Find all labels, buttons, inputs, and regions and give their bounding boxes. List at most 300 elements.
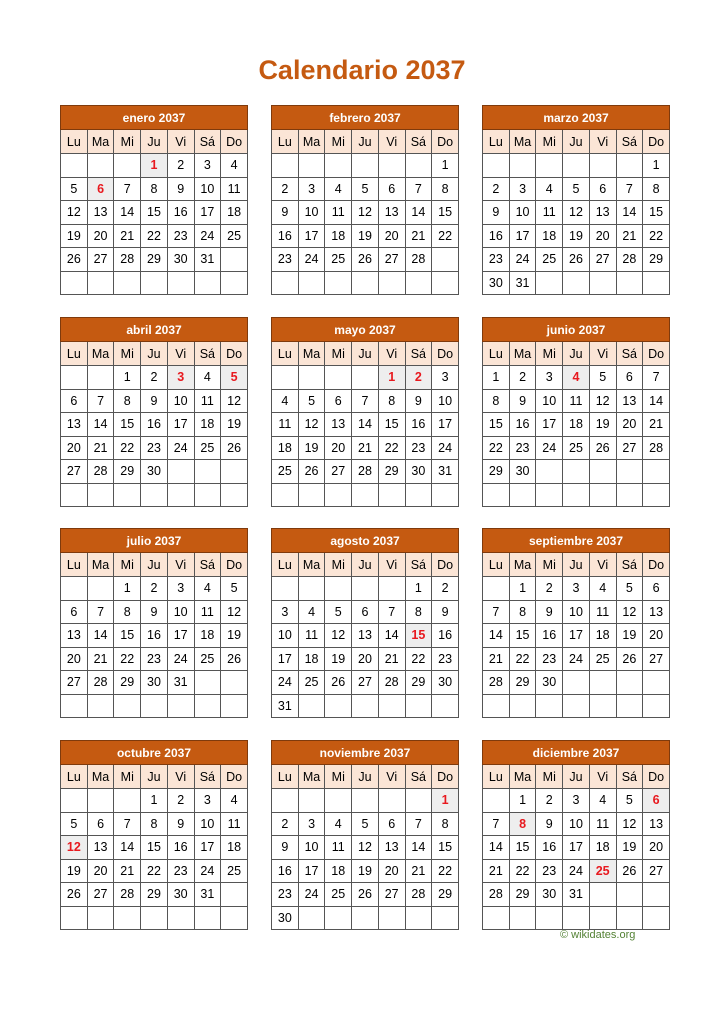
weekday-header: Lu — [61, 130, 88, 154]
footer-credit: © wikidates.org — [560, 929, 636, 941]
day-cell: 13 — [61, 413, 88, 437]
weekday-header: Ju — [352, 130, 379, 154]
weekday-header: Ju — [141, 342, 168, 366]
day-cell: 18 — [298, 647, 325, 671]
empty-day-cell — [536, 906, 563, 930]
week-row — [272, 859, 459, 883]
day-cell: 31 — [563, 883, 590, 907]
empty-day-cell — [272, 483, 299, 507]
day-cell: 27 — [61, 460, 88, 484]
month-calendar — [60, 317, 248, 507]
weekday-header: Lu — [61, 553, 88, 577]
day-cell: 10 — [298, 201, 325, 225]
day-cell: 19 — [325, 647, 352, 671]
weekday-header: Ma — [298, 765, 325, 789]
week-row — [272, 389, 459, 413]
empty-day-cell — [167, 460, 194, 484]
week-row — [483, 483, 670, 507]
day-cell: 5 — [616, 789, 643, 813]
empty-day-cell — [167, 483, 194, 507]
empty-day-cell — [325, 483, 352, 507]
weekday-header: Vi — [589, 342, 616, 366]
week-row — [61, 413, 248, 437]
month-header: abril 2037 — [61, 318, 248, 342]
empty-day-cell — [325, 154, 352, 178]
weekday-header: Ju — [352, 765, 379, 789]
day-cell: 17 — [563, 836, 590, 860]
weekday-header: Do — [643, 553, 670, 577]
empty-day-cell — [509, 694, 536, 718]
day-cell: 18 — [221, 201, 248, 225]
empty-day-cell — [405, 694, 432, 718]
weekday-header: Vi — [589, 130, 616, 154]
day-cell: 3 — [536, 366, 563, 390]
day-cell: 15 — [141, 201, 168, 225]
empty-day-cell — [563, 460, 590, 484]
weekday-header: Ju — [352, 553, 379, 577]
day-cell: 28 — [114, 883, 141, 907]
weekday-header: Vi — [167, 130, 194, 154]
week-row — [483, 624, 670, 648]
week-row — [61, 906, 248, 930]
week-row — [483, 271, 670, 295]
empty-day-cell — [405, 483, 432, 507]
day-cell: 5 — [589, 366, 616, 390]
empty-day-cell — [298, 789, 325, 813]
day-cell: 8 — [432, 177, 459, 201]
day-cell: 12 — [352, 201, 379, 225]
day-cell: 21 — [114, 859, 141, 883]
weekday-header: Vi — [378, 130, 405, 154]
day-cell: 23 — [405, 436, 432, 460]
day-cell: 23 — [272, 248, 299, 272]
weekday-header: Ma — [509, 765, 536, 789]
empty-day-cell — [616, 883, 643, 907]
day-cell: 10 — [563, 600, 590, 624]
empty-day-cell — [378, 577, 405, 601]
day-cell: 10 — [509, 201, 536, 225]
weekday-header: Lu — [272, 342, 299, 366]
day-cell: 8 — [141, 812, 168, 836]
month-table — [482, 740, 670, 930]
week-row — [61, 883, 248, 907]
empty-day-cell — [378, 789, 405, 813]
day-cell: 2 — [509, 366, 536, 390]
weekday-header: Vi — [378, 765, 405, 789]
empty-day-cell — [643, 883, 670, 907]
day-cell: 24 — [298, 248, 325, 272]
week-row — [61, 577, 248, 601]
weekday-header: Ju — [352, 342, 379, 366]
empty-day-cell — [563, 671, 590, 695]
day-cell: 4 — [589, 577, 616, 601]
week-row — [272, 671, 459, 695]
weekday-header: Sá — [616, 342, 643, 366]
day-cell: 23 — [272, 883, 299, 907]
day-cell: 27 — [589, 248, 616, 272]
day-cell: 8 — [483, 389, 510, 413]
day-cell: 9 — [509, 389, 536, 413]
weekday-header: Do — [432, 130, 459, 154]
day-cell: 3 — [298, 812, 325, 836]
day-cell: 18 — [536, 224, 563, 248]
day-cell: 2 — [141, 577, 168, 601]
day-cell: 20 — [87, 859, 114, 883]
weekday-header: Vi — [167, 553, 194, 577]
week-row — [483, 789, 670, 813]
empty-day-cell — [61, 366, 88, 390]
empty-day-cell — [483, 154, 510, 178]
empty-day-cell — [61, 789, 88, 813]
weekday-header: Mi — [536, 342, 563, 366]
weekday-header: Ju — [563, 342, 590, 366]
empty-day-cell — [643, 460, 670, 484]
day-cell: 23 — [167, 224, 194, 248]
weekday-header: Sá — [194, 130, 221, 154]
day-cell: 8 — [141, 177, 168, 201]
day-cell: 2 — [167, 154, 194, 178]
empty-day-cell — [589, 154, 616, 178]
day-cell: 28 — [405, 248, 432, 272]
week-row — [483, 671, 670, 695]
empty-day-cell — [483, 906, 510, 930]
week-row — [272, 177, 459, 201]
week-row — [61, 201, 248, 225]
day-cell: 28 — [483, 671, 510, 695]
weekday-header: Do — [643, 342, 670, 366]
weekday-header: Ju — [141, 765, 168, 789]
week-row — [483, 600, 670, 624]
day-cell: 19 — [616, 836, 643, 860]
empty-day-cell — [221, 883, 248, 907]
day-cell: 22 — [114, 647, 141, 671]
day-cell: 1 — [509, 789, 536, 813]
day-cell: 22 — [141, 224, 168, 248]
empty-day-cell — [325, 366, 352, 390]
weekday-header: Do — [643, 765, 670, 789]
day-cell: 2 — [272, 177, 299, 201]
day-cell: 20 — [61, 436, 88, 460]
weekday-header: Lu — [61, 765, 88, 789]
empty-day-cell — [352, 577, 379, 601]
day-cell: 10 — [298, 836, 325, 860]
empty-day-cell — [298, 906, 325, 930]
day-cell: 14 — [87, 624, 114, 648]
day-cell: 16 — [272, 224, 299, 248]
empty-day-cell — [589, 483, 616, 507]
day-cell: 9 — [167, 177, 194, 201]
day-cell: 14 — [405, 836, 432, 860]
week-row — [483, 201, 670, 225]
day-cell: 5 — [221, 577, 248, 601]
weekday-header: Lu — [483, 553, 510, 577]
week-row — [61, 271, 248, 295]
day-cell: 1 — [114, 577, 141, 601]
week-row — [61, 177, 248, 201]
empty-day-cell — [643, 694, 670, 718]
day-cell: 15 — [509, 836, 536, 860]
empty-day-cell — [352, 694, 379, 718]
day-cell: 7 — [616, 177, 643, 201]
day-cell: 17 — [509, 224, 536, 248]
day-cell: 10 — [536, 389, 563, 413]
day-cell: 23 — [483, 248, 510, 272]
day-cell: 13 — [616, 389, 643, 413]
empty-day-cell — [616, 906, 643, 930]
day-cell: 28 — [643, 436, 670, 460]
day-cell: 3 — [563, 577, 590, 601]
day-cell: 11 — [221, 177, 248, 201]
day-cell: 13 — [325, 413, 352, 437]
day-cell: 2 — [536, 789, 563, 813]
holiday-day-cell: 1 — [378, 366, 405, 390]
day-cell: 20 — [352, 647, 379, 671]
day-cell: 5 — [563, 177, 590, 201]
month-table — [482, 105, 670, 295]
week-row — [483, 647, 670, 671]
empty-day-cell — [194, 483, 221, 507]
weekday-header: Ma — [298, 130, 325, 154]
weekday-header: Mi — [325, 130, 352, 154]
month-calendar — [60, 105, 248, 295]
day-cell: 29 — [114, 460, 141, 484]
day-cell: 29 — [141, 248, 168, 272]
day-cell: 16 — [141, 624, 168, 648]
day-cell: 29 — [141, 883, 168, 907]
day-cell: 25 — [194, 647, 221, 671]
month-header: febrero 2037 — [272, 106, 459, 130]
month-calendar — [482, 105, 670, 295]
day-cell: 19 — [298, 436, 325, 460]
holiday-day-cell: 6 — [643, 789, 670, 813]
empty-day-cell — [589, 460, 616, 484]
week-row — [272, 789, 459, 813]
week-row — [483, 694, 670, 718]
empty-day-cell — [167, 694, 194, 718]
empty-day-cell — [221, 483, 248, 507]
empty-day-cell — [432, 271, 459, 295]
week-row — [61, 812, 248, 836]
empty-day-cell — [87, 906, 114, 930]
day-cell: 20 — [643, 624, 670, 648]
weekday-header: Mi — [114, 765, 141, 789]
day-cell: 23 — [141, 647, 168, 671]
day-cell: 7 — [87, 600, 114, 624]
empty-day-cell — [352, 366, 379, 390]
weekday-header: Ju — [563, 130, 590, 154]
empty-day-cell — [509, 154, 536, 178]
day-cell: 14 — [378, 624, 405, 648]
day-cell: 19 — [352, 224, 379, 248]
day-cell: 7 — [483, 600, 510, 624]
empty-day-cell — [61, 577, 88, 601]
day-cell: 22 — [405, 647, 432, 671]
day-cell: 20 — [589, 224, 616, 248]
empty-day-cell — [509, 483, 536, 507]
day-cell: 2 — [432, 577, 459, 601]
day-cell: 28 — [352, 460, 379, 484]
day-cell: 23 — [536, 647, 563, 671]
holiday-day-cell: 1 — [141, 154, 168, 178]
day-cell: 12 — [352, 836, 379, 860]
day-cell: 17 — [194, 201, 221, 225]
empty-day-cell — [616, 483, 643, 507]
empty-day-cell — [114, 789, 141, 813]
day-cell: 6 — [87, 812, 114, 836]
weekday-header: Do — [221, 553, 248, 577]
weekday-header: Lu — [483, 342, 510, 366]
day-cell: 11 — [272, 413, 299, 437]
day-cell: 13 — [378, 836, 405, 860]
weekday-header: Vi — [589, 553, 616, 577]
day-cell: 12 — [563, 201, 590, 225]
day-cell: 17 — [194, 836, 221, 860]
weekday-header: Lu — [483, 130, 510, 154]
day-cell: 20 — [378, 859, 405, 883]
day-cell: 11 — [589, 600, 616, 624]
day-cell: 26 — [352, 883, 379, 907]
day-cell: 4 — [221, 789, 248, 813]
day-cell: 13 — [589, 201, 616, 225]
day-cell: 15 — [643, 201, 670, 225]
day-cell: 27 — [643, 647, 670, 671]
month-table — [271, 528, 459, 718]
empty-day-cell — [221, 694, 248, 718]
empty-day-cell — [61, 154, 88, 178]
weekday-header: Ma — [509, 130, 536, 154]
day-cell: 25 — [536, 248, 563, 272]
day-cell: 2 — [272, 812, 299, 836]
week-row — [61, 600, 248, 624]
day-cell: 22 — [643, 224, 670, 248]
day-cell: 16 — [272, 859, 299, 883]
week-row — [61, 366, 248, 390]
holiday-day-cell: 1 — [432, 789, 459, 813]
day-cell: 19 — [589, 413, 616, 437]
day-cell: 12 — [325, 624, 352, 648]
weekday-header: Vi — [589, 765, 616, 789]
month-header: noviembre 2037 — [272, 741, 459, 765]
day-cell: 7 — [378, 600, 405, 624]
week-row — [483, 436, 670, 460]
empty-day-cell — [87, 789, 114, 813]
week-row — [61, 694, 248, 718]
weekday-header: Mi — [536, 553, 563, 577]
empty-day-cell — [61, 483, 88, 507]
empty-day-cell — [194, 671, 221, 695]
day-cell: 8 — [405, 600, 432, 624]
weekday-header: Vi — [167, 765, 194, 789]
day-cell: 14 — [405, 201, 432, 225]
month-header: marzo 2037 — [483, 106, 670, 130]
empty-day-cell — [141, 906, 168, 930]
day-cell: 8 — [509, 600, 536, 624]
day-cell: 17 — [272, 647, 299, 671]
day-cell: 3 — [432, 366, 459, 390]
day-cell: 2 — [141, 366, 168, 390]
empty-day-cell — [378, 906, 405, 930]
empty-day-cell — [272, 577, 299, 601]
empty-day-cell — [221, 248, 248, 272]
empty-day-cell — [509, 906, 536, 930]
weekday-header: Sá — [194, 342, 221, 366]
empty-day-cell — [378, 271, 405, 295]
day-cell: 29 — [509, 671, 536, 695]
weekday-header: Sá — [405, 553, 432, 577]
week-row — [272, 694, 459, 718]
weekday-header: Mi — [114, 553, 141, 577]
day-cell: 21 — [643, 413, 670, 437]
empty-day-cell — [643, 271, 670, 295]
day-cell: 4 — [536, 177, 563, 201]
day-cell: 14 — [483, 836, 510, 860]
day-cell: 26 — [221, 647, 248, 671]
day-cell: 30 — [432, 671, 459, 695]
empty-day-cell — [536, 483, 563, 507]
month-header: septiembre 2037 — [483, 529, 670, 553]
day-cell: 22 — [509, 859, 536, 883]
empty-day-cell — [352, 154, 379, 178]
month-calendar — [60, 740, 248, 930]
weekday-header: Sá — [194, 765, 221, 789]
day-cell: 28 — [87, 460, 114, 484]
month-calendar — [271, 317, 459, 507]
week-row — [61, 436, 248, 460]
day-cell: 28 — [87, 671, 114, 695]
day-cell: 10 — [272, 624, 299, 648]
empty-day-cell — [325, 577, 352, 601]
week-row — [483, 389, 670, 413]
day-cell: 23 — [536, 859, 563, 883]
day-cell: 29 — [483, 460, 510, 484]
day-cell: 9 — [432, 600, 459, 624]
empty-day-cell — [298, 577, 325, 601]
day-cell: 15 — [114, 624, 141, 648]
day-cell: 26 — [61, 883, 88, 907]
day-cell: 10 — [167, 600, 194, 624]
weekday-header: Ma — [87, 553, 114, 577]
week-row — [272, 577, 459, 601]
day-cell: 19 — [352, 859, 379, 883]
day-cell: 31 — [509, 271, 536, 295]
day-cell: 24 — [563, 647, 590, 671]
empty-day-cell — [298, 483, 325, 507]
day-cell: 23 — [509, 436, 536, 460]
day-cell: 30 — [272, 906, 299, 930]
empty-day-cell — [61, 694, 88, 718]
day-cell: 14 — [643, 389, 670, 413]
empty-day-cell — [221, 906, 248, 930]
week-row — [61, 248, 248, 272]
empty-day-cell — [114, 483, 141, 507]
empty-day-cell — [643, 906, 670, 930]
day-cell: 26 — [563, 248, 590, 272]
day-cell: 18 — [563, 413, 590, 437]
week-row — [61, 671, 248, 695]
day-cell: 26 — [616, 647, 643, 671]
empty-day-cell — [325, 789, 352, 813]
empty-day-cell — [432, 248, 459, 272]
day-cell: 27 — [378, 248, 405, 272]
day-cell: 22 — [432, 859, 459, 883]
weekday-header: Mi — [114, 130, 141, 154]
day-cell: 22 — [483, 436, 510, 460]
empty-day-cell — [221, 671, 248, 695]
empty-day-cell — [536, 154, 563, 178]
empty-day-cell — [114, 906, 141, 930]
day-cell: 12 — [298, 413, 325, 437]
day-cell: 9 — [272, 201, 299, 225]
